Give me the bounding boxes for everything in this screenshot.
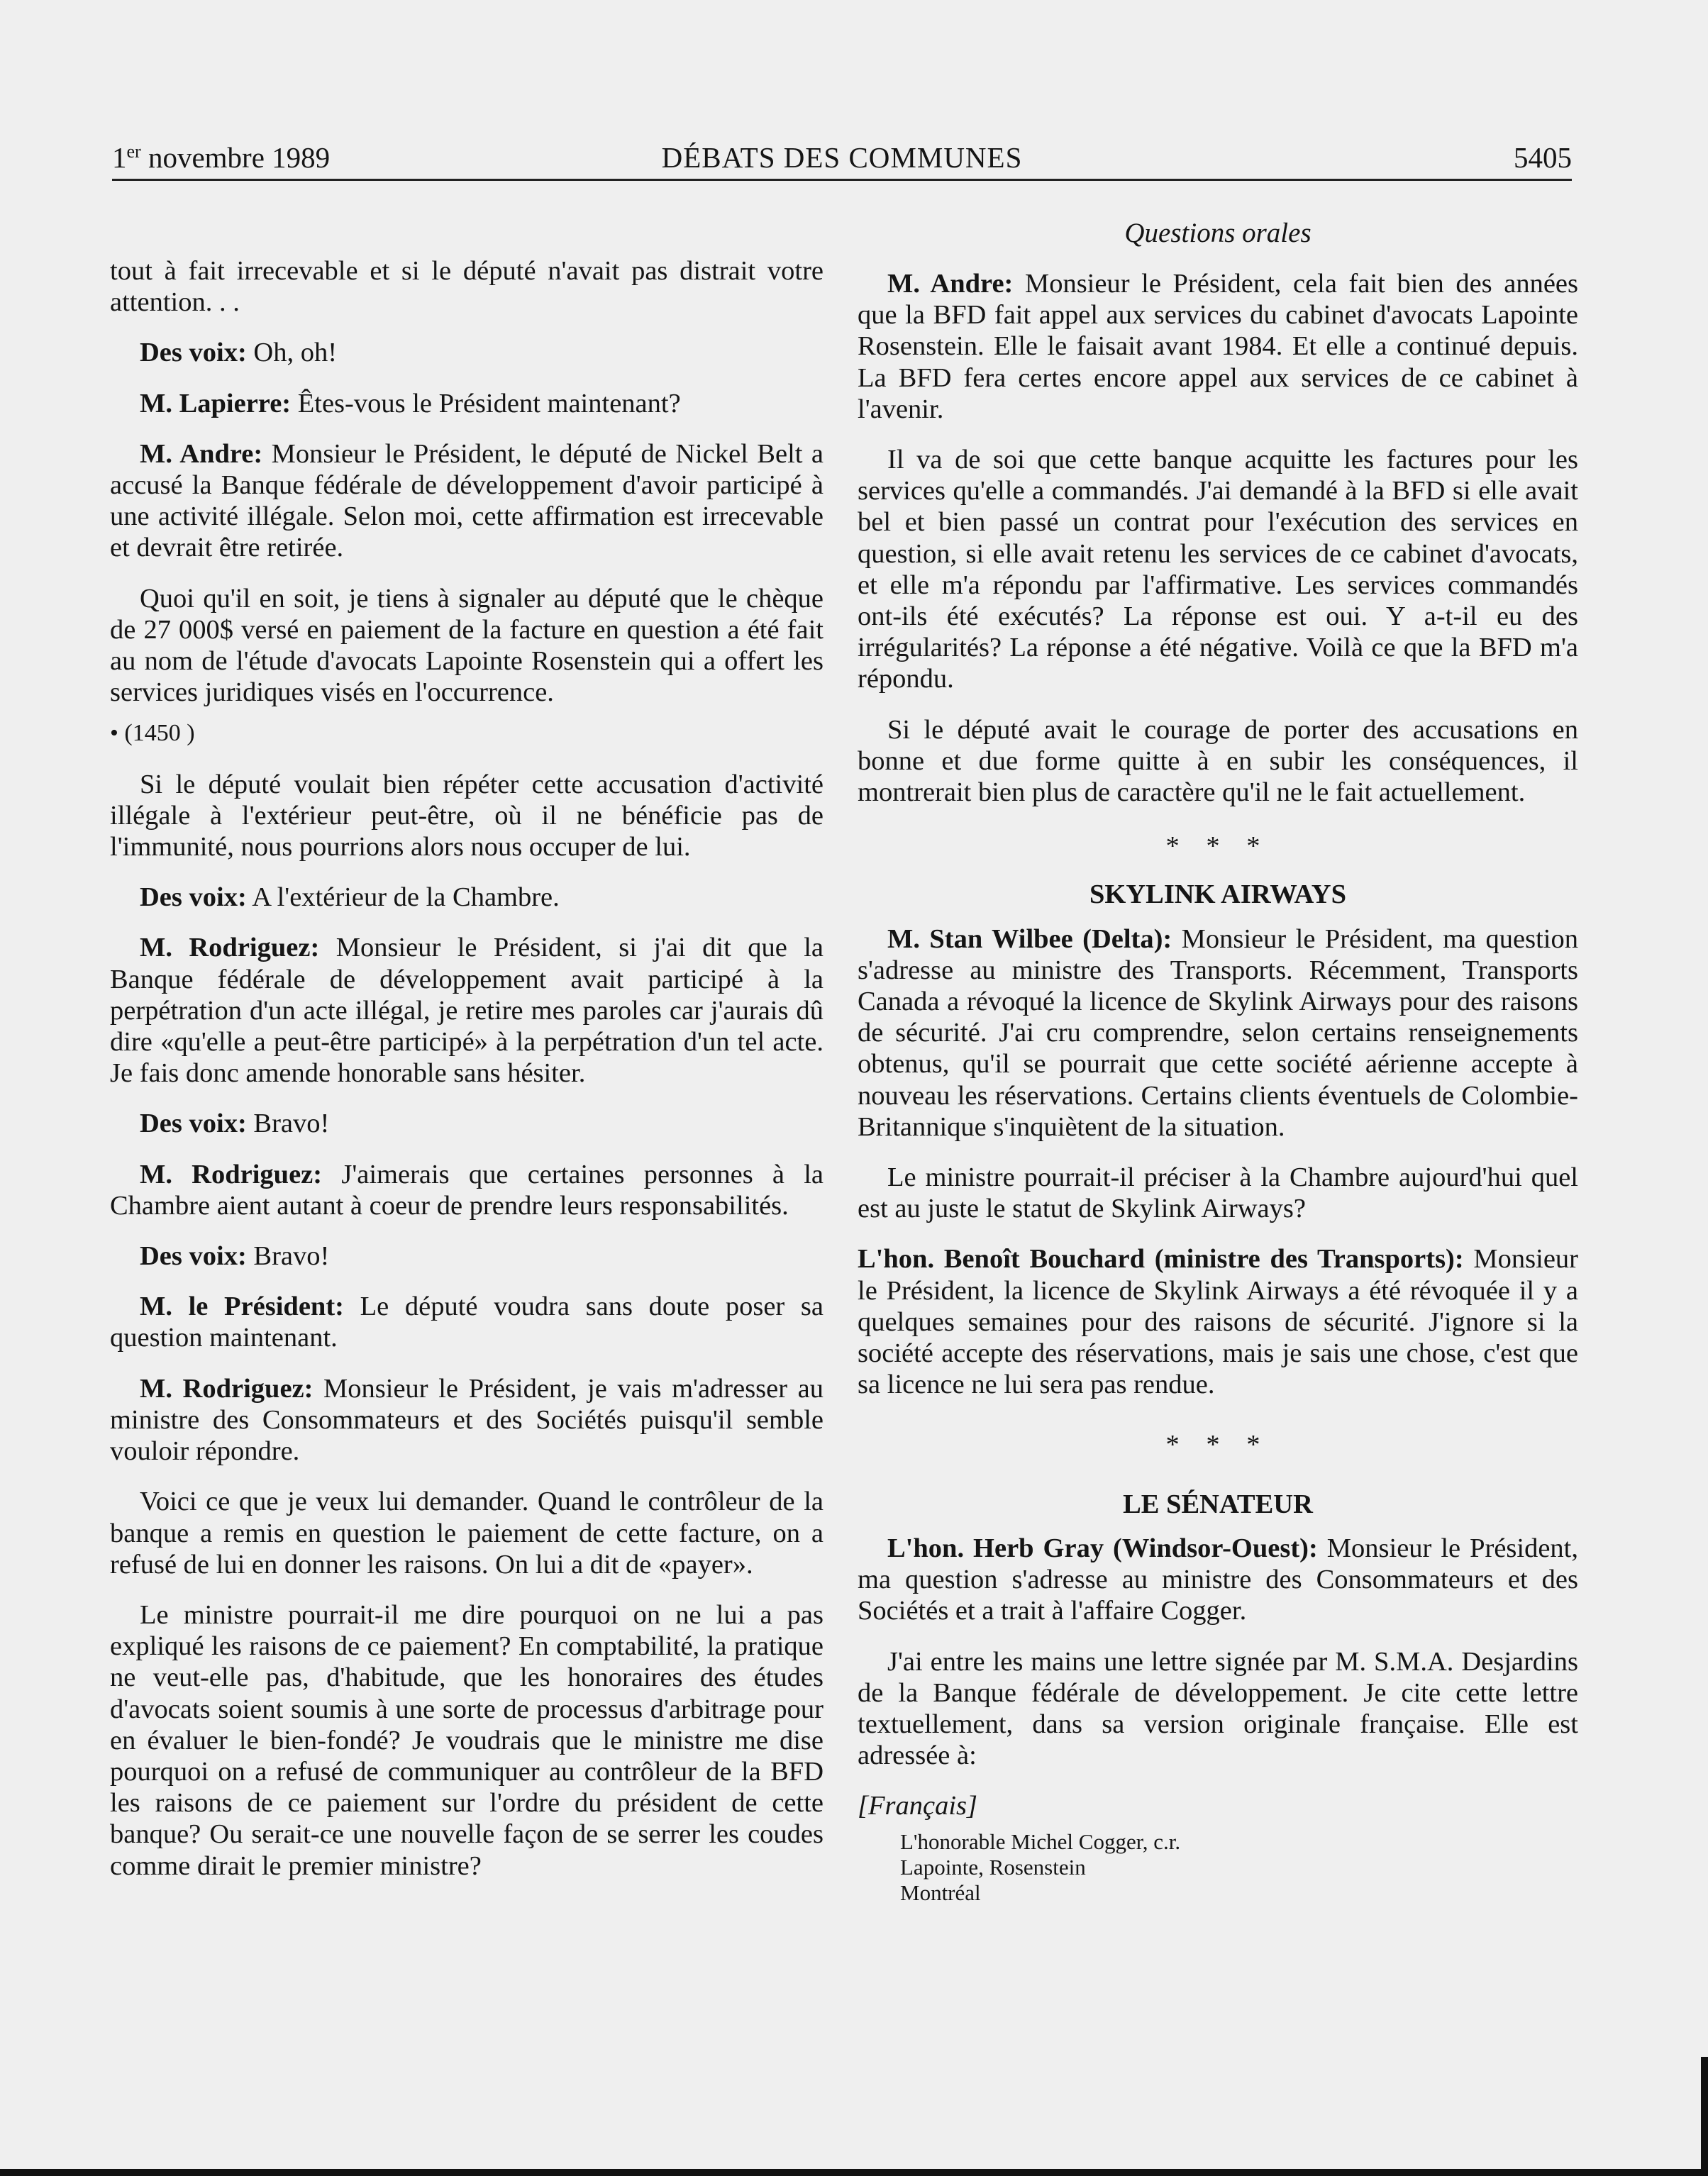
speech: Bravo! — [246, 1241, 330, 1272]
paragraph: J'ai entre les mains une lettre signée par M. S.M.A. Desjardins de la Banque fédérale de développement. Je cite cette lettre textuellement, dans sa version originale française. Elle est adressée à: — [858, 1646, 1578, 1771]
paragraph — [110, 1291, 824, 1353]
speech: A l'extérieur de la Chambre. — [246, 882, 560, 913]
speech: Monsieur le Président, la licence de Skylink Airways a été révoquée il y a quelques semaines pour des raisons de sécurité. J'ignore si la société accepte des réservations, mais je sais une chose, c'est que sa licence ne lui sera pas rendue. — [858, 1244, 1578, 1400]
speech: Oh, oh! — [246, 338, 338, 368]
section-heading: LE SÉNATEUR — [1123, 1489, 1313, 1519]
speaker: M. Andre: — [140, 438, 263, 469]
paragraph — [110, 882, 824, 913]
speaker: M. Rodriguez: — [140, 1159, 323, 1189]
speech: Bravo! — [246, 1109, 330, 1139]
date-superscript: er — [126, 141, 141, 162]
header-title: DÉBATS DES COMMUNES — [661, 141, 1023, 174]
section-separator: * * * — [1165, 1429, 1270, 1460]
paragraph: Si le député voulait bien répéter cette accusation d'activité illégale à l'extérieur peut-être, où il ne bénéficie pas de l'immunité, nous pourrions alors nous occuper de lui. — [110, 769, 824, 862]
right-column — [858, 268, 1578, 1906]
speech: Monsieur le Président, le député de Nickel Belt a accusé la Banque fédérale de développement d'avoir participé à une activité illégale. Selon moi, cette affirmation est irrecevable et devrait être retirée. — [110, 438, 824, 563]
scan-edge-bottom — [0, 2169, 1708, 2176]
speech: Monsieur le Président, ma question s'adresse au ministre des Consommateurs et des Sociétés et a trait à l'affaire Cogger. — [858, 1533, 1578, 1626]
speaker: M. Stan Wilbee (Delta): — [887, 923, 1172, 954]
section-heading: SKYLINK AIRWAYS — [1089, 879, 1347, 910]
speech: Le député voudra sans doute poser sa question maintenant. — [110, 1292, 824, 1353]
speaker: L'hon. Benoît Bouchard (ministre des Transports): — [858, 1244, 1464, 1275]
speaker: L'hon. Herb Gray (Windsor-Ouest): — [887, 1533, 1318, 1563]
paragraph — [858, 268, 1578, 425]
paragraph — [110, 1240, 824, 1272]
paragraph — [110, 438, 824, 564]
speech: Êtes-vous le Président maintenant? — [291, 388, 681, 418]
date-day: 1 — [112, 141, 127, 174]
paragraph — [110, 1108, 824, 1139]
paragraph — [110, 1373, 824, 1467]
speaker: M. Rodriguez: — [140, 933, 320, 963]
paragraph: Quoi qu'il en soit, je tiens à signaler au député que le chèque de 27 000$ versé en paiement de la facture en question a été fait au nom de l'étude d'avocats Lapointe Rosenstein qui a offert les services juridiques visés en l'occurrence. — [110, 583, 824, 708]
time-marker: • (1450 ) — [110, 720, 195, 747]
language-tag: [Français] — [858, 1791, 977, 1821]
speech: Monsieur le Président, cela fait bien des années que la BFD fait appel aux services du cabinet d'avocats Lapointe Rosenstein. Elle le faisait avant 1984. Et elle a continué depuis. La BFD fera certes encore appel aux services de ce cabinet à l'avenir. — [858, 269, 1578, 424]
page-number: 5405 — [1514, 141, 1572, 174]
paragraph — [110, 388, 824, 419]
scan-edge-right — [1701, 2057, 1708, 2176]
paragraph — [110, 932, 824, 1089]
address-line: Lapointe, Rosenstein — [900, 1854, 1086, 1880]
paragraph: Si le député avait le courage de porter des accusations en bonne et due forme quitte à en subir les conséquences, il montrerait bien plus de caractère qu'il ne le fait actuellement. — [858, 714, 1578, 808]
paragraph — [858, 1533, 1578, 1627]
speaker: Des voix: — [140, 1109, 247, 1139]
speaker: Des voix: — [140, 338, 247, 368]
speech: J'aimerais que certaines personnes à la Chambre aient autant à coeur de prendre leurs responsabilités. — [110, 1159, 824, 1221]
section-separator: * * * — [1165, 831, 1270, 862]
speaker: M. Lapierre: — [140, 388, 292, 418]
paragraph: Le ministre pourrait-il préciser à la Chambre aujourd'hui quel est au juste le statut de Skylink Airways? — [858, 1162, 1578, 1224]
speech: Monsieur le Président, si j'ai dit que la Banque fédérale de développement avait participé à la perpétration d'un acte illégal, je retire mes paroles car j'aurais dû dire «qu'elle a peut-être participé» à la perpétration d'un tel acte. Je fais donc amende honorable sans hésiter. — [110, 933, 824, 1089]
paragraph: Le ministre pourrait-il me dire pourquoi on ne lui a pas expliqué les raisons de ce paiement? En comptabilité, la pratique ne veut-elle pas, d'habitude, que les honoraires des études d'avocats soient soumis à une sorte de processus d'arbitrage pour en évaluer le bien-fondé? Je voudrais que le ministre me dise pourquoi on a refusé de communiquer au contrôleur de la BFD les raisons de ce paiement sur l'ordre du président de cette banque? Ou serait-ce une nouvelle façon de se serrer les coudes comme dirait le premier ministre? — [110, 1599, 824, 1881]
speech: Monsieur le Président, je vais m'adresser au ministre des Consommateurs et des Sociétés puisqu'il semble vouloir répondre. — [110, 1373, 824, 1467]
speaker: Des voix: — [140, 882, 247, 913]
speaker: M. le Président: — [140, 1292, 344, 1322]
paragraph — [110, 337, 824, 368]
speaker: Des voix: — [140, 1241, 247, 1272]
paragraph — [858, 1243, 1578, 1400]
address-line: Montréal — [900, 1880, 981, 1905]
page-header — [112, 142, 1572, 181]
date-rest: novembre 1989 — [140, 141, 331, 174]
paragraph: Il va de soi que cette banque acquitte les factures pour les services qu'elle a commandés. J'ai demandé à la BFD si elle avait bel et bien passé un contrat pour l'exécution des services en question, si elle avait retenu les services de ce cabinet d'avocats, et elle m'a répondu par l'affirmative. Les services commandés ont-ils été exécutés? La réponse est oui. Y a-t-il eu des irrégularités? La réponse a été négative. Voilà ce que la BFD m'a répondu. — [858, 445, 1578, 694]
paragraph: tout à fait irrecevable et si le député n'avait pas distrait votre attention. . . — [110, 256, 824, 318]
paragraph — [110, 1159, 824, 1221]
letter-address — [900, 1829, 1578, 1906]
speech: Monsieur le Président, ma question s'adresse au ministre des Transports. Récemment, Transports Canada a révoqué la licence de Skylink Airways pour des raisons de sécurité. J'ai cru comprendre, selon certains renseignements obtenus, qu'il se pourrait que cette société aérienne accepte à nouveau les réservations. Certains clients éventuels de Colombie-Britannique s'inquiètent de la situation. — [858, 923, 1579, 1142]
left-column — [110, 255, 824, 1901]
speaker: M. Andre: — [887, 269, 1014, 299]
address-line: L'honorable Michel Cogger, c.r. — [900, 1828, 1181, 1854]
paragraph: Voici ce que je veux lui demander. Quand le contrôleur de la banque a remis en question le paiement de cette facture, on a refusé de lui en donner les raisons. On lui a dit de «payer». — [110, 1487, 824, 1580]
speaker: M. Rodriguez: — [140, 1373, 314, 1404]
running-head: Questions orales — [1124, 218, 1312, 248]
paragraph — [858, 923, 1578, 1143]
